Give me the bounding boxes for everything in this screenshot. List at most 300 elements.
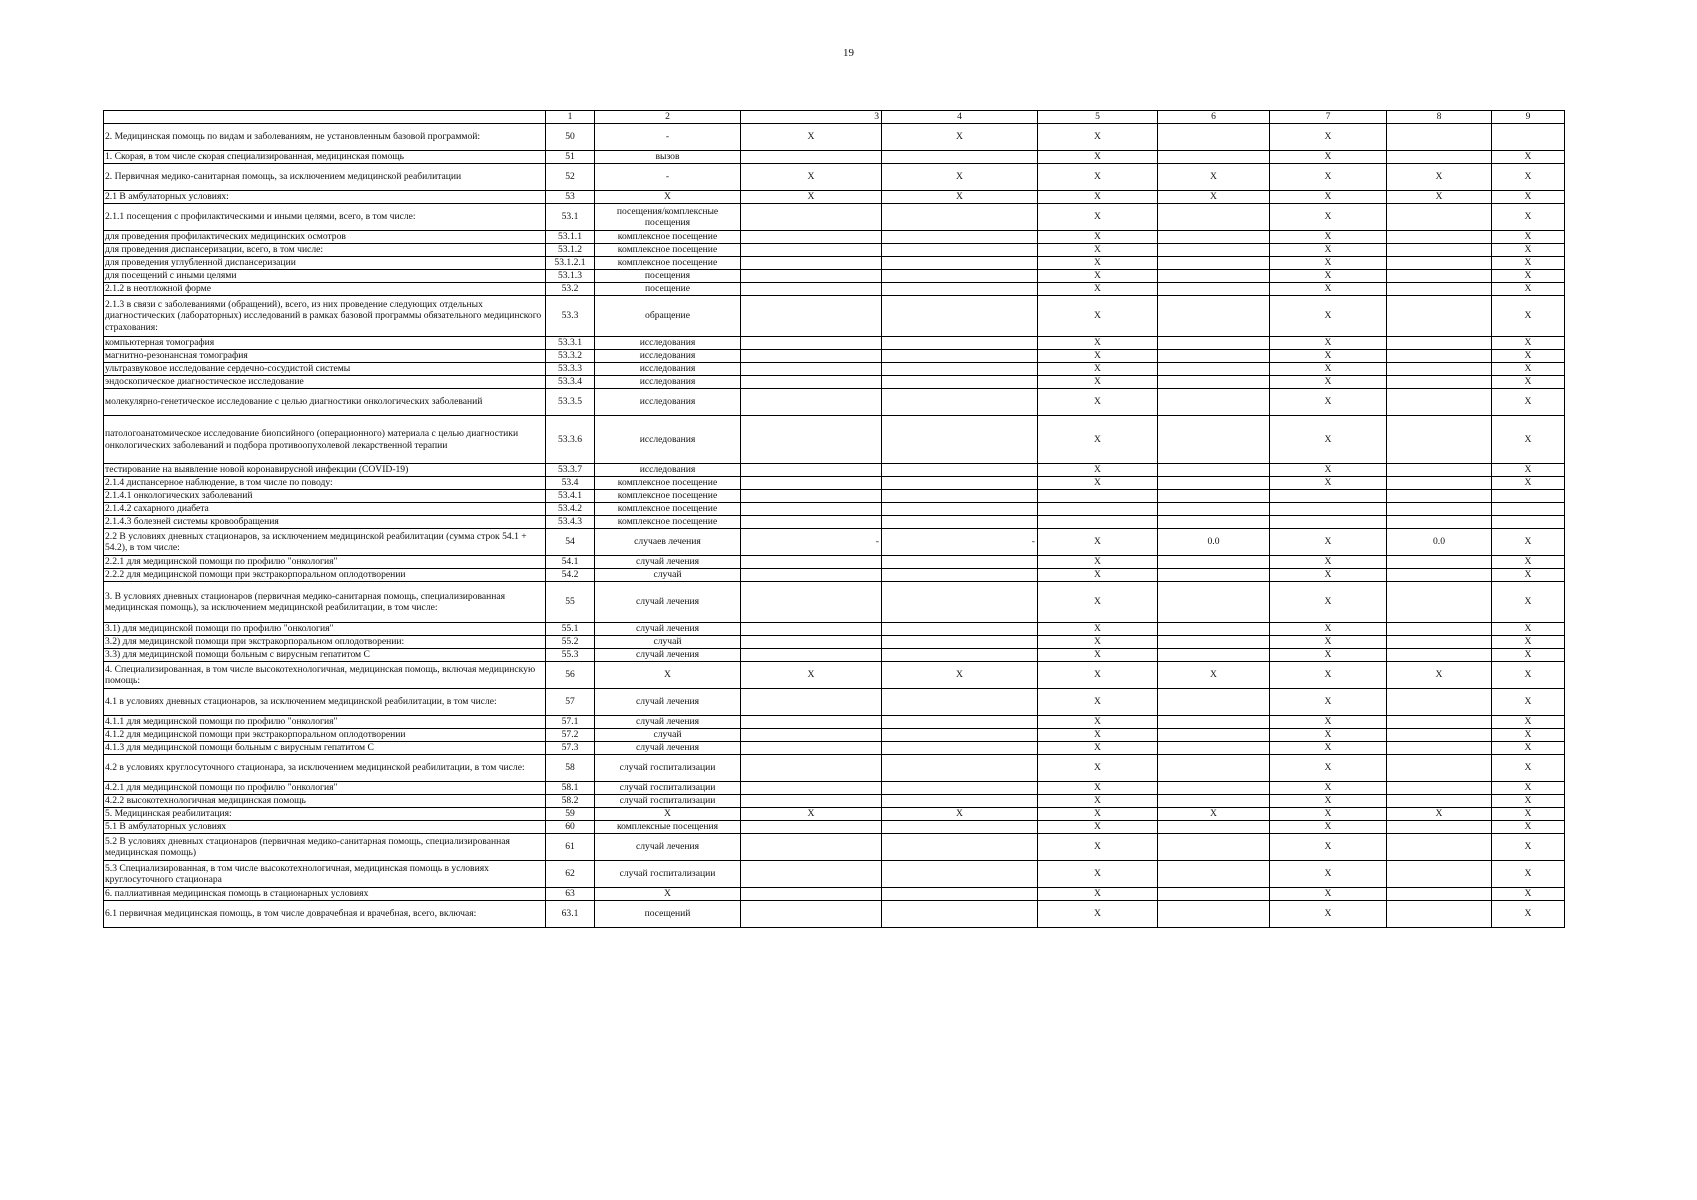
table-cell-col-7: X xyxy=(1270,861,1387,888)
table-cell-col-6 xyxy=(1158,716,1270,729)
table-row xyxy=(104,782,1565,795)
row-label-cell: 5. Медицинская реабилитация: xyxy=(104,808,546,821)
table-cell-col-8 xyxy=(1387,888,1492,901)
row-label-cell: 3.3) для медицинской помощи больным с вирусным гепатитом С xyxy=(104,649,546,662)
table-cell-col-6 xyxy=(1158,569,1270,582)
table-cell-col-4 xyxy=(882,582,1038,623)
table-cell-col-8 xyxy=(1387,556,1492,569)
table-cell-col-4: - xyxy=(882,529,1038,556)
table-cell-col-5: X xyxy=(1038,834,1158,861)
table-cell-col-6 xyxy=(1158,350,1270,363)
table-cell-col-5: X xyxy=(1038,729,1158,742)
table-cell-col-9: X xyxy=(1492,569,1565,582)
table-cell-col-5: X xyxy=(1038,623,1158,636)
table-cell-col-9: X xyxy=(1492,191,1565,204)
table-cell-col-4 xyxy=(882,623,1038,636)
table-cell-col-8 xyxy=(1387,296,1492,337)
table-cell-col-3 xyxy=(741,582,882,623)
table-row xyxy=(104,808,1565,821)
table-cell-col-8 xyxy=(1387,376,1492,389)
table-cell-col-5: X xyxy=(1038,124,1158,151)
row-label-cell: 2. Первичная медико-санитарная помощь, за исключением медицинской реабилитации xyxy=(104,164,546,191)
table-cell-col-1: 57 xyxy=(546,689,595,716)
table-row xyxy=(104,795,1565,808)
table-cell-col-2: случай лечения xyxy=(595,742,741,755)
page-number: 19 xyxy=(843,47,854,59)
table-cell-col-6: X xyxy=(1158,662,1270,689)
table-cell-col-2: X xyxy=(595,808,741,821)
table-cell-col-4 xyxy=(882,503,1038,516)
table-cell-col-6 xyxy=(1158,477,1270,490)
table-row xyxy=(104,164,1565,191)
table-cell-col-4 xyxy=(882,283,1038,296)
table-cell-col-3: X xyxy=(741,808,882,821)
table-cell-col-9: X xyxy=(1492,164,1565,191)
table-cell-col-7: X xyxy=(1270,795,1387,808)
table-cell-col-8 xyxy=(1387,350,1492,363)
table-cell-col-4 xyxy=(882,795,1038,808)
table-cell-col-4 xyxy=(882,389,1038,416)
table-cell-col-7: X xyxy=(1270,636,1387,649)
table-cell-col-2: случай лечения xyxy=(595,649,741,662)
header-cell-7: 7 xyxy=(1270,111,1387,124)
table-cell-col-7: X xyxy=(1270,464,1387,477)
table-cell-col-6 xyxy=(1158,755,1270,782)
table-row xyxy=(104,755,1565,782)
table-cell-col-6 xyxy=(1158,389,1270,416)
table-cell-col-2: случай лечения xyxy=(595,556,741,569)
table-cell-col-1: 53.4.3 xyxy=(546,516,595,529)
row-label-cell: для посещений с иными целями xyxy=(104,270,546,283)
table-cell-col-3 xyxy=(741,270,882,283)
table-cell-col-9: X xyxy=(1492,623,1565,636)
table-cell-col-5 xyxy=(1038,516,1158,529)
table-cell-col-4 xyxy=(882,569,1038,582)
row-label-cell: 5.3 Специализированная, в том числе высокотехнологичная, медицинская помощь в условиях круглосуточного стационара xyxy=(104,861,546,888)
table-cell-col-3 xyxy=(741,861,882,888)
table-cell-col-5: X xyxy=(1038,782,1158,795)
table-cell-col-1: 58 xyxy=(546,755,595,782)
table-cell-col-4 xyxy=(882,755,1038,782)
table-cell-col-7 xyxy=(1270,503,1387,516)
table-cell-col-5: X xyxy=(1038,257,1158,270)
table-cell-col-6 xyxy=(1158,283,1270,296)
table-cell-col-3 xyxy=(741,821,882,834)
row-label-cell: 6. паллиативная медицинская помощь в стационарных условиях xyxy=(104,888,546,901)
row-label-cell: 4.1.1 для медицинской помощи по профилю "онкология" xyxy=(104,716,546,729)
table-cell-col-1: 62 xyxy=(546,861,595,888)
table-cell-col-9: X xyxy=(1492,416,1565,464)
table-cell-col-8 xyxy=(1387,464,1492,477)
table-cell-col-2: посещения xyxy=(595,270,741,283)
table-cell-col-1: 53.4 xyxy=(546,477,595,490)
table-cell-col-3: X xyxy=(741,164,882,191)
table-cell-col-5: X xyxy=(1038,296,1158,337)
table-cell-col-7: X xyxy=(1270,376,1387,389)
table-cell-col-6 xyxy=(1158,124,1270,151)
table-cell-col-9: X xyxy=(1492,151,1565,164)
table-cell-col-2: X xyxy=(595,191,741,204)
table-cell-col-6 xyxy=(1158,582,1270,623)
table-cell-col-7: X xyxy=(1270,477,1387,490)
table-cell-col-9: X xyxy=(1492,689,1565,716)
table-cell-col-5: X xyxy=(1038,742,1158,755)
table-cell-col-9: X xyxy=(1492,296,1565,337)
table-cell-col-3 xyxy=(741,556,882,569)
table-cell-col-6 xyxy=(1158,649,1270,662)
table-cell-col-8: X xyxy=(1387,164,1492,191)
table-header-row xyxy=(104,111,1565,124)
table-cell-col-4 xyxy=(882,363,1038,376)
table-cell-col-3 xyxy=(741,689,882,716)
table-row xyxy=(104,729,1565,742)
table-cell-col-1: 53 xyxy=(546,191,595,204)
table-cell-col-9: X xyxy=(1492,363,1565,376)
table-cell-col-5: X xyxy=(1038,389,1158,416)
table-cell-col-3 xyxy=(741,834,882,861)
header-cell-0 xyxy=(104,111,546,124)
table-cell-col-7: X xyxy=(1270,204,1387,231)
row-label-cell: 2.1.4.1 онкологических заболеваний xyxy=(104,490,546,503)
table-row xyxy=(104,901,1565,928)
table-cell-col-1: 58.2 xyxy=(546,795,595,808)
row-label-cell: 5.1 В амбулаторных условиях xyxy=(104,821,546,834)
table-cell-col-2: исследования xyxy=(595,337,741,350)
table-cell-col-9: X xyxy=(1492,477,1565,490)
table-cell-col-7: X xyxy=(1270,689,1387,716)
table-cell-col-3 xyxy=(741,742,882,755)
table-row xyxy=(104,556,1565,569)
table-cell-col-1: 61 xyxy=(546,834,595,861)
table-cell-col-6 xyxy=(1158,834,1270,861)
table-cell-col-9: X xyxy=(1492,716,1565,729)
table-cell-col-8 xyxy=(1387,270,1492,283)
table-cell-col-7 xyxy=(1270,490,1387,503)
table-row xyxy=(104,204,1565,231)
table-cell-col-5: X xyxy=(1038,649,1158,662)
table-cell-col-3 xyxy=(741,490,882,503)
table-cell-col-2: X xyxy=(595,662,741,689)
table-row xyxy=(104,490,1565,503)
table-cell-col-2: случай лечения xyxy=(595,716,741,729)
table-cell-col-5 xyxy=(1038,503,1158,516)
table-cell-col-3 xyxy=(741,888,882,901)
table-cell-col-2: комплексное посещение xyxy=(595,257,741,270)
table-cell-col-3 xyxy=(741,204,882,231)
table-cell-col-1: 53.3.3 xyxy=(546,363,595,376)
table-cell-col-1: 55.1 xyxy=(546,623,595,636)
table-cell-col-1: 51 xyxy=(546,151,595,164)
table-cell-col-6: X xyxy=(1158,191,1270,204)
table-cell-col-9: X xyxy=(1492,901,1565,928)
table-cell-col-9: X xyxy=(1492,782,1565,795)
row-label-cell: 2.1.4.3 болезней системы кровообращения xyxy=(104,516,546,529)
table-cell-col-1: 53.1.3 xyxy=(546,270,595,283)
table-cell-col-8 xyxy=(1387,204,1492,231)
table-cell-col-5: X xyxy=(1038,204,1158,231)
header-cell-2: 2 xyxy=(595,111,741,124)
row-label-cell: для проведения диспансеризации, всего, в том числе: xyxy=(104,244,546,257)
table-cell-col-3 xyxy=(741,257,882,270)
table-cell-col-6 xyxy=(1158,516,1270,529)
table-cell-col-6 xyxy=(1158,729,1270,742)
table-cell-col-1: 53.4.2 xyxy=(546,503,595,516)
table-cell-col-4 xyxy=(882,716,1038,729)
row-label-cell: для проведения углубленной диспансеризации xyxy=(104,257,546,270)
table-cell-col-1: 53.2 xyxy=(546,283,595,296)
table-row xyxy=(104,363,1565,376)
row-label-cell: молекулярно-генетическое исследование с целью диагностики онкологических заболеваний xyxy=(104,389,546,416)
row-label-cell: 2.1.4.2 сахарного диабета xyxy=(104,503,546,516)
table-cell-col-1: 52 xyxy=(546,164,595,191)
table-cell-col-4 xyxy=(882,490,1038,503)
table-cell-col-2: исследования xyxy=(595,416,741,464)
table-cell-col-3 xyxy=(741,296,882,337)
table-cell-col-8 xyxy=(1387,821,1492,834)
table-cell-col-1: 59 xyxy=(546,808,595,821)
table-cell-col-3 xyxy=(741,231,882,244)
table-row xyxy=(104,529,1565,556)
table-row xyxy=(104,834,1565,861)
table-cell-col-8 xyxy=(1387,636,1492,649)
table-cell-col-9: X xyxy=(1492,244,1565,257)
table-cell-col-7: X xyxy=(1270,742,1387,755)
table-cell-col-9 xyxy=(1492,503,1565,516)
table-cell-col-4 xyxy=(882,861,1038,888)
table-cell-col-5: X xyxy=(1038,808,1158,821)
table-cell-col-4 xyxy=(882,270,1038,283)
table-cell-col-1: 54 xyxy=(546,529,595,556)
header-cell-9: 9 xyxy=(1492,111,1565,124)
table-cell-col-9: X xyxy=(1492,808,1565,821)
table-cell-col-2: комплексное посещение xyxy=(595,490,741,503)
table-cell-col-4 xyxy=(882,888,1038,901)
table-cell-col-4: X xyxy=(882,124,1038,151)
table-cell-col-8 xyxy=(1387,582,1492,623)
table-cell-col-5 xyxy=(1038,490,1158,503)
table-cell-col-1: 57.3 xyxy=(546,742,595,755)
row-label-cell: 3.2) для медицинской помощи при экстракорпоральном оплодотворении: xyxy=(104,636,546,649)
table-cell-col-7: X xyxy=(1270,888,1387,901)
table-cell-col-2: исследования xyxy=(595,350,741,363)
table-cell-col-2: случай лечения xyxy=(595,834,741,861)
table-cell-col-5: X xyxy=(1038,716,1158,729)
table-cell-col-8 xyxy=(1387,729,1492,742)
table-cell-col-6 xyxy=(1158,296,1270,337)
table-row xyxy=(104,389,1565,416)
table-cell-col-1: 53.4.1 xyxy=(546,490,595,503)
table-cell-col-2: обращение xyxy=(595,296,741,337)
table-cell-col-1: 53.3.4 xyxy=(546,376,595,389)
table-cell-col-4 xyxy=(882,477,1038,490)
row-label-cell: 2.2.2 для медицинской помощи при экстракорпоральном оплодотворении xyxy=(104,569,546,582)
table-cell-col-4 xyxy=(882,464,1038,477)
table-cell-col-5: X xyxy=(1038,901,1158,928)
header-cell-8: 8 xyxy=(1387,111,1492,124)
table-row xyxy=(104,337,1565,350)
table-cell-col-7: X xyxy=(1270,529,1387,556)
table-cell-col-5: X xyxy=(1038,755,1158,782)
table-row xyxy=(104,582,1565,623)
table-cell-col-2: комплексное посещение xyxy=(595,244,741,257)
table-cell-col-9: X xyxy=(1492,270,1565,283)
table-cell-col-9: X xyxy=(1492,662,1565,689)
table-cell-col-9: X xyxy=(1492,204,1565,231)
table-cell-col-9: X xyxy=(1492,888,1565,901)
table-row xyxy=(104,231,1565,244)
table-cell-col-3 xyxy=(741,416,882,464)
table-row xyxy=(104,662,1565,689)
row-label-cell: тестирование на выявление новой коронавирусной инфекции (COVID-19) xyxy=(104,464,546,477)
table-cell-col-3: - xyxy=(741,529,882,556)
table-cell-col-2: посещение xyxy=(595,283,741,296)
table-cell-col-5: X xyxy=(1038,662,1158,689)
table-cell-col-7: X xyxy=(1270,389,1387,416)
table-cell-col-3 xyxy=(741,244,882,257)
table-row xyxy=(104,716,1565,729)
table-cell-col-6 xyxy=(1158,636,1270,649)
table-cell-col-8 xyxy=(1387,689,1492,716)
table-cell-col-7: X xyxy=(1270,296,1387,337)
table-cell-col-2: случаев лечения xyxy=(595,529,741,556)
table-cell-col-8 xyxy=(1387,716,1492,729)
table-cell-col-2: случай госпитализации xyxy=(595,795,741,808)
table-cell-col-4: X xyxy=(882,164,1038,191)
table-cell-col-8 xyxy=(1387,416,1492,464)
table-cell-col-4 xyxy=(882,649,1038,662)
table-cell-col-4 xyxy=(882,689,1038,716)
table-cell-col-7: X xyxy=(1270,729,1387,742)
table-row xyxy=(104,376,1565,389)
table-cell-col-2: случай госпитализации xyxy=(595,755,741,782)
table-cell-col-9: X xyxy=(1492,649,1565,662)
row-label-cell: магнитно-резонансная томография xyxy=(104,350,546,363)
table-cell-col-8 xyxy=(1387,623,1492,636)
table-cell-col-7: X xyxy=(1270,649,1387,662)
table-row xyxy=(104,244,1565,257)
table-cell-col-5: X xyxy=(1038,376,1158,389)
row-label-cell: 2.2.1 для медицинской помощи по профилю "онкология" xyxy=(104,556,546,569)
table-row xyxy=(104,477,1565,490)
table-cell-col-1: 53.1.2.1 xyxy=(546,257,595,270)
table-cell-col-1: 63.1 xyxy=(546,901,595,928)
table-cell-col-1: 58.1 xyxy=(546,782,595,795)
table-cell-col-7: X xyxy=(1270,834,1387,861)
table-cell-col-3: X xyxy=(741,124,882,151)
table-cell-col-7: X xyxy=(1270,164,1387,191)
header-cell-1: 1 xyxy=(546,111,595,124)
table-cell-col-9: X xyxy=(1492,350,1565,363)
table-row xyxy=(104,124,1565,151)
table-cell-col-1: 55.3 xyxy=(546,649,595,662)
table-cell-col-5: X xyxy=(1038,363,1158,376)
table-cell-col-6: X xyxy=(1158,808,1270,821)
table-cell-col-8 xyxy=(1387,569,1492,582)
table-cell-col-6 xyxy=(1158,623,1270,636)
table-row xyxy=(104,569,1565,582)
table-cell-col-3 xyxy=(741,795,882,808)
row-label-cell: ультразвуковое исследование сердечно-сосудистой системы xyxy=(104,363,546,376)
row-label-cell: 4.2.1 для медицинской помощи по профилю "онкология" xyxy=(104,782,546,795)
table-cell-col-2: исследования xyxy=(595,464,741,477)
table-cell-col-3 xyxy=(741,636,882,649)
table-cell-col-8: X xyxy=(1387,662,1492,689)
table-cell-col-8 xyxy=(1387,834,1492,861)
table-row xyxy=(104,689,1565,716)
table-cell-col-3 xyxy=(741,283,882,296)
table-cell-col-5: X xyxy=(1038,270,1158,283)
row-label-cell: 4. Специализированная, в том числе высокотехнологичная, медицинская помощь, включая медицинскую помощь: xyxy=(104,662,546,689)
table-cell-col-2: исследования xyxy=(595,389,741,416)
table-cell-col-5: X xyxy=(1038,582,1158,623)
header-cell-5: 5 xyxy=(1038,111,1158,124)
table-cell-col-2: случай лечения xyxy=(595,689,741,716)
table-row xyxy=(104,888,1565,901)
row-label-cell: 2. Медицинская помощь по видам и заболеваниям, не установленным базовой программой: xyxy=(104,124,546,151)
table-cell-col-4 xyxy=(882,516,1038,529)
table-cell-col-3 xyxy=(741,901,882,928)
table-cell-col-8 xyxy=(1387,477,1492,490)
table-cell-col-5: X xyxy=(1038,477,1158,490)
table-cell-col-9: X xyxy=(1492,795,1565,808)
table-cell-col-1: 57.2 xyxy=(546,729,595,742)
table-cell-col-1: 53.1.2 xyxy=(546,244,595,257)
table-cell-col-4: X xyxy=(882,808,1038,821)
table-cell-col-7: X xyxy=(1270,569,1387,582)
table-cell-col-8 xyxy=(1387,231,1492,244)
table-cell-col-3 xyxy=(741,716,882,729)
table-cell-col-9: X xyxy=(1492,389,1565,416)
row-label-cell: 4.2.2 высокотехнологичная медицинская помощь xyxy=(104,795,546,808)
table-cell-col-3 xyxy=(741,477,882,490)
table-cell-col-7: X xyxy=(1270,416,1387,464)
table-cell-col-8 xyxy=(1387,901,1492,928)
table-cell-col-9: X xyxy=(1492,861,1565,888)
table-cell-col-2: случай лечения xyxy=(595,623,741,636)
table-cell-col-6 xyxy=(1158,231,1270,244)
table-cell-col-5: X xyxy=(1038,231,1158,244)
table-cell-col-6 xyxy=(1158,888,1270,901)
table-cell-col-2: комплексное посещение xyxy=(595,516,741,529)
table-cell-col-8 xyxy=(1387,244,1492,257)
table-cell-col-9: X xyxy=(1492,821,1565,834)
table-cell-col-6 xyxy=(1158,337,1270,350)
table-cell-col-2: случай xyxy=(595,569,741,582)
table-cell-col-2: - xyxy=(595,124,741,151)
table-cell-col-5: X xyxy=(1038,529,1158,556)
row-label-cell: 2.1 В амбулаторных условиях: xyxy=(104,191,546,204)
table-cell-col-6 xyxy=(1158,556,1270,569)
table-cell-col-4 xyxy=(882,742,1038,755)
table-row xyxy=(104,649,1565,662)
table-cell-col-6 xyxy=(1158,363,1270,376)
table-cell-col-1: 63 xyxy=(546,888,595,901)
table-cell-col-1: 53.3 xyxy=(546,296,595,337)
table-cell-col-7: X xyxy=(1270,191,1387,204)
table-cell-col-4 xyxy=(882,244,1038,257)
table-cell-col-4 xyxy=(882,257,1038,270)
table-cell-col-8: 0.0 xyxy=(1387,529,1492,556)
table-cell-col-3 xyxy=(741,337,882,350)
row-label-cell: 2.1.1 посещения с профилактическими и иными целями, всего, в том числе: xyxy=(104,204,546,231)
table-cell-col-1: 53.3.7 xyxy=(546,464,595,477)
row-label-cell: компьютерная томография xyxy=(104,337,546,350)
table-cell-col-3 xyxy=(741,782,882,795)
table-cell-col-8 xyxy=(1387,257,1492,270)
header-cell-6: 6 xyxy=(1158,111,1270,124)
table-cell-col-8 xyxy=(1387,283,1492,296)
row-label-cell: 1. Скорая, в том числе скорая специализированная, медицинская помощь xyxy=(104,151,546,164)
